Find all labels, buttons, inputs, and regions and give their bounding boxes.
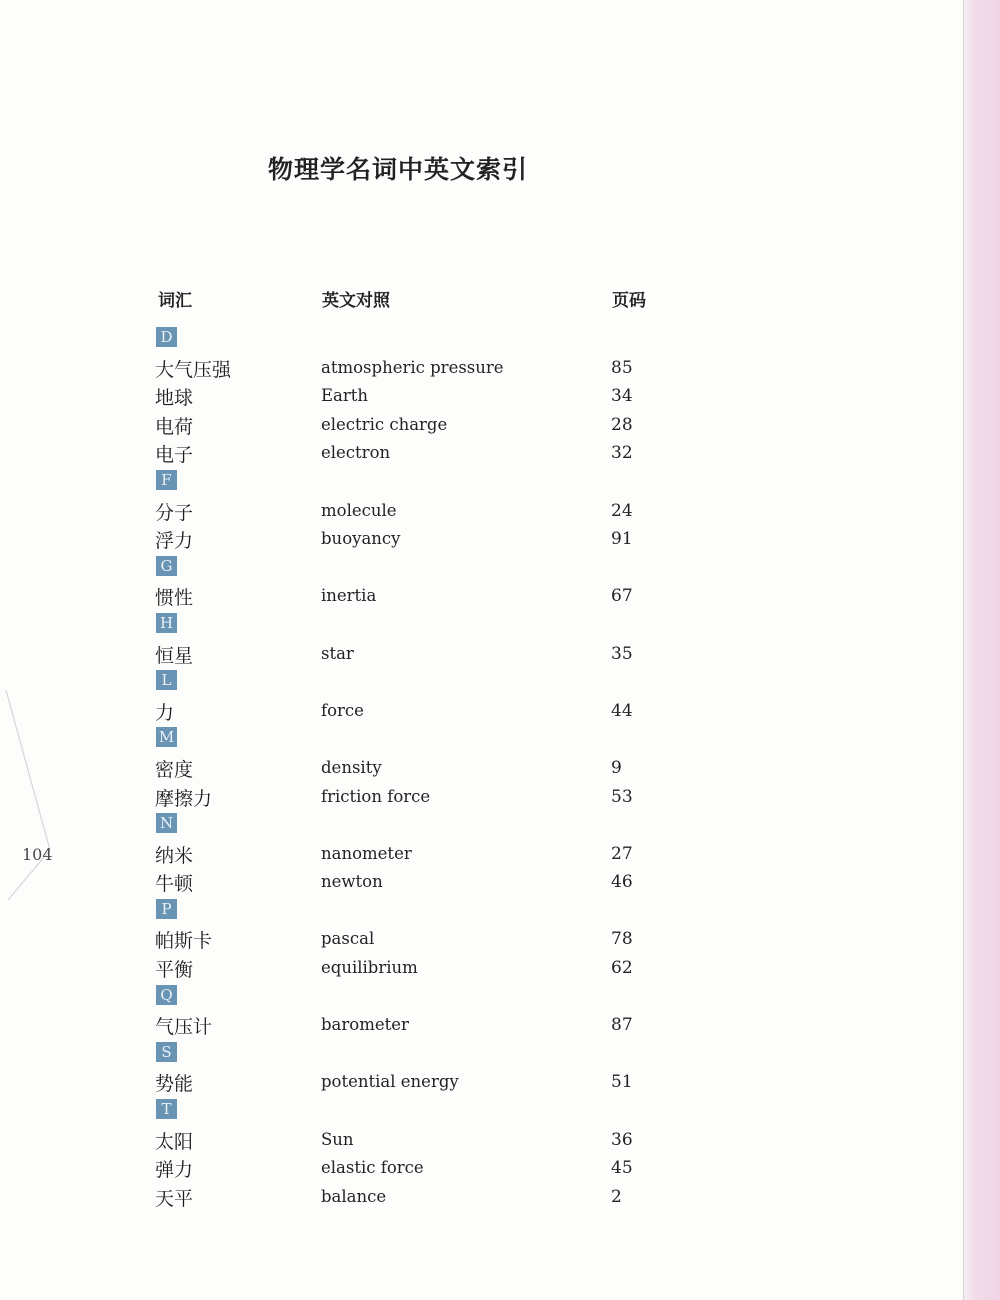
page-cell: 85 [611, 357, 633, 378]
english-cell: nanometer [321, 843, 412, 863]
index-entry-row [0, 1125, 1000, 1154]
page-cell: 2 [611, 1186, 622, 1207]
index-entry-row [0, 782, 1000, 811]
letter-section-row [0, 982, 1000, 1011]
term-cell: 天平 [155, 1187, 194, 1210]
letter-badge: L [156, 670, 177, 690]
term-cell: 纳米 [155, 844, 194, 867]
page-cell: 9 [611, 757, 622, 778]
index-entry-row [0, 353, 1000, 382]
term-cell: 大气压强 [155, 358, 232, 381]
term-cell: 惯性 [155, 587, 194, 610]
english-cell: potential energy [321, 1072, 459, 1092]
english-cell: atmospheric pressure [321, 357, 504, 377]
term-cell: 势能 [155, 1073, 194, 1096]
page-cell: 87 [611, 1015, 633, 1036]
page-cell: 36 [611, 1129, 633, 1150]
term-cell: 密度 [155, 758, 194, 781]
english-cell: density [321, 757, 382, 777]
column-header-page: 页码 [612, 291, 646, 311]
index-entry-row [0, 639, 1000, 668]
english-cell: electron [321, 443, 391, 463]
index-entry-row [0, 524, 1000, 553]
column-header-english: 英文对照 [322, 291, 390, 311]
letter-badge: S [156, 1042, 177, 1062]
english-cell: barometer [321, 1015, 409, 1035]
term-cell: 弹力 [155, 1159, 194, 1182]
index-entry-row [0, 953, 1000, 982]
page-cell: 44 [611, 700, 633, 721]
english-cell: balance [321, 1186, 387, 1206]
term-cell: 恒星 [155, 644, 194, 667]
term-cell: 电子 [155, 444, 194, 467]
term-cell: 地球 [155, 387, 194, 410]
term-cell: 牛顿 [155, 873, 194, 896]
term-cell: 摩擦力 [155, 787, 213, 810]
index-entry-row [0, 924, 1000, 953]
letter-badge: D [156, 327, 177, 347]
term-cell: 平衡 [155, 959, 194, 982]
english-cell: electric charge [321, 414, 448, 434]
page-cell: 34 [611, 386, 633, 407]
index-entry-row [0, 753, 1000, 782]
index-entry-row [0, 438, 1000, 467]
letter-badge: H [156, 613, 177, 633]
english-cell: equilibrium [321, 958, 418, 978]
letter-section-row [0, 324, 1000, 353]
page-cell: 53 [611, 786, 633, 807]
page-number: 104 [22, 845, 53, 864]
index-list [0, 324, 1000, 1210]
english-cell: Earth [321, 386, 369, 406]
page-cell: 32 [611, 443, 633, 464]
letter-badge: T [156, 1099, 177, 1119]
letter-badge: P [156, 899, 177, 919]
english-cell: buoyancy [321, 529, 401, 549]
letter-section-row [0, 667, 1000, 696]
term-cell: 浮力 [155, 530, 194, 553]
column-header-term: 词汇 [158, 291, 192, 311]
page-cell: 78 [611, 929, 633, 950]
index-entry-row [0, 696, 1000, 725]
letter-badge: G [156, 556, 177, 576]
letter-badge: F [156, 470, 177, 490]
index-entry-row [0, 1182, 1000, 1211]
term-cell: 力 [155, 701, 175, 724]
page-cell: 62 [611, 958, 633, 979]
page-cell: 46 [611, 872, 633, 893]
english-cell: star [321, 643, 354, 663]
index-entry-row [0, 410, 1000, 439]
index-entry-row [0, 381, 1000, 410]
index-entry-row [0, 867, 1000, 896]
term-cell: 分子 [155, 501, 194, 524]
english-cell: force [321, 700, 364, 720]
page-cell: 45 [611, 1158, 633, 1179]
english-cell: inertia [321, 586, 377, 606]
term-cell: 气压计 [155, 1016, 213, 1039]
letter-badge: Q [156, 985, 177, 1005]
page-title: 物理学名词中英文索引 [268, 155, 529, 184]
index-entry-row [0, 839, 1000, 868]
index-entry-row [0, 1153, 1000, 1182]
letter-badge: N [156, 813, 177, 833]
english-cell: molecule [321, 500, 397, 520]
term-cell: 太阳 [155, 1130, 194, 1153]
letter-section-row [0, 896, 1000, 925]
letter-section-row [0, 467, 1000, 496]
english-cell: elastic force [321, 1158, 424, 1178]
index-entry-row [0, 1010, 1000, 1039]
english-cell: friction force [321, 786, 431, 806]
page-cell: 35 [611, 643, 633, 664]
letter-section-row [0, 1039, 1000, 1068]
index-entry-row [0, 1067, 1000, 1096]
english-cell: Sun [321, 1129, 354, 1149]
page-cell: 51 [611, 1072, 633, 1093]
letter-section-row [0, 610, 1000, 639]
letter-badge: M [156, 727, 177, 747]
term-cell: 电荷 [155, 415, 194, 438]
page-cell: 27 [611, 843, 633, 864]
term-cell: 帕斯卡 [155, 930, 213, 953]
page-cell: 91 [611, 529, 633, 550]
page-cell: 24 [611, 500, 633, 521]
letter-section-row [0, 553, 1000, 582]
letter-section-row [0, 724, 1000, 753]
index-entry-row [0, 496, 1000, 525]
letter-section-row [0, 810, 1000, 839]
page-cell: 67 [611, 586, 633, 607]
page-cell: 28 [611, 414, 633, 435]
english-cell: pascal [321, 929, 375, 949]
english-cell: newton [321, 872, 383, 892]
index-entry-row [0, 581, 1000, 610]
letter-section-row [0, 1096, 1000, 1125]
